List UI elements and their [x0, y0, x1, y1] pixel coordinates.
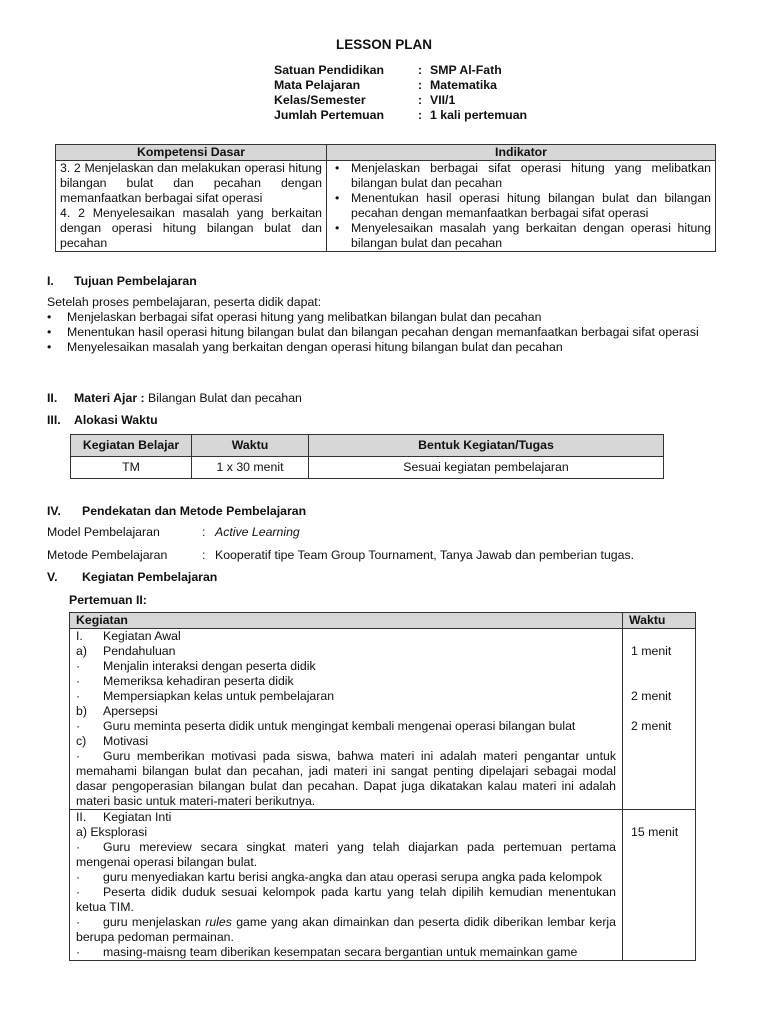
- model-label: Model Pembelajaran: [47, 525, 160, 539]
- identity-colon: :: [418, 108, 423, 122]
- identity-key: Satuan Pendidikan: [274, 63, 385, 77]
- kd-item: 3. 2 Menjelaskan dan melakukan operasi hitung bilangan bulat dan pecahan dengan memanfaatkan berbagai sifat operasi: [60, 161, 322, 205]
- section-title: Materi Ajar :: [74, 391, 145, 405]
- table-row: [70, 810, 696, 961]
- identity-colon: :: [418, 93, 423, 107]
- kegiatan-inti-time: [623, 810, 696, 961]
- model-value: Active Learning: [215, 525, 300, 539]
- indikator-cell: [327, 161, 716, 252]
- kd-header: Kompetensi Dasar: [56, 145, 327, 161]
- list-item: Guru meminta peserta didik untuk mengingat kembali mengenai operasi bilangan bulat: [103, 719, 576, 733]
- table-header: Waktu: [623, 613, 696, 629]
- identity-row: [274, 108, 527, 123]
- materi-ajar-value: Bilangan Bulat dan pecahan: [148, 391, 302, 405]
- table-cell: 1 x 30 menit: [192, 457, 309, 479]
- rules-word: rules: [205, 915, 232, 929]
- section-number: I.: [47, 274, 54, 288]
- identity-block: [274, 63, 527, 123]
- indikator-header: Indikator: [327, 145, 716, 161]
- table-header: Kegiatan Belajar: [71, 435, 192, 457]
- kegiatan-inti-cell: II. Kegiatan Inti a) Eksplorasi · Guru mereview secara singkat materi yang telah diajarkan pada pertemuan pertama mengenai operasi bilangan bulat. · guru menyediakan kartu berisi angka-angka dan atau operasi serupa angka pada kelompok · Peserta didik duduk sesuai kelompok pada kartu yang telah dipilih kemudian menentukan ketua TIM. · guru menjelaskan rules game yang akan dimainkan dan peserta didik diberikan lembar kerja berupa pedoman permainan. · masing-maisng team diberikan kesempatan secara bergantian untuk memainkan game: [70, 810, 623, 961]
- section-title: Kegiatan Pembelajaran: [82, 570, 218, 584]
- document-title: LESSON PLAN: [335, 37, 432, 52]
- table-cell: TM: [71, 457, 192, 479]
- indikator-item: • Menyelesaikan masalah yang berkaitan dengan operasi hitung bilangan bulat dan pecahan: [331, 221, 711, 251]
- subsection-title: Apersepsi: [103, 704, 158, 718]
- list-item: Peserta didik duduk sesuai kelompok pada kartu yang telah dipilih kemudian menentukan ketua TIM.: [76, 885, 616, 914]
- tujuan-item: • Menentukan hasil operasi hitung bilangan bulat dan bilangan pecahan dengan memanfaatkan berbagai sifat operasi: [47, 325, 720, 340]
- list-item: Guru mereview secara singkat materi yang telah diajarkan pada pertemuan pertama mengenai operasi bilangan bulat.: [76, 840, 616, 869]
- section-number: III.: [47, 413, 61, 427]
- identity-row: [274, 78, 527, 93]
- section-title: Alokasi Waktu: [74, 413, 158, 427]
- list-item: Guru memberikan motivasi pada siswa, bahwa materi ini adalah materi pengantar untuk memahami bilangan bulat dan pecahan, jadi materi ini sangat penting dipelajari sebagai modal dasar pengoperasian bilangan bulat dan pecahan. Dapat juga dikatakan kalau materi ini adalah materi basic untuk materi-materi berikutnya.: [76, 749, 616, 808]
- section-heading: [47, 274, 197, 288]
- identity-value: SMP Al-Fath: [430, 63, 502, 77]
- kompetensi-table: [55, 144, 716, 252]
- identity-value: VII/1: [430, 93, 456, 107]
- item-number: I.: [76, 629, 83, 643]
- list-item: masing-maisng team diberikan kesempatan secara bergantian untuk memainkan game: [103, 945, 578, 959]
- section-heading: [47, 570, 217, 584]
- tujuan-list: [47, 310, 720, 355]
- tujuan-item: • Menyelesaikan masalah yang berkaitan dengan operasi hitung bilangan bulat dan pecahan: [47, 340, 720, 355]
- metode-row: [47, 548, 634, 562]
- list-item: Menjalin interaksi dengan peserta didik: [103, 659, 316, 673]
- list-item: Mempersiapkan kelas untuk pembelajaran: [103, 689, 335, 703]
- list-item: guru menyediakan kartu berisi angka-angka dan atau operasi serupa angka pada kelompok: [103, 870, 603, 884]
- list-item: game yang akan dimainkan dan peserta didik diberikan lembar kerja berupa pedoman permainan.: [76, 915, 616, 944]
- identity-colon: :: [418, 63, 423, 77]
- time-value: 2 menit: [631, 719, 672, 733]
- model-row: [47, 525, 300, 539]
- table-header: Kegiatan: [70, 613, 623, 629]
- identity-row: [274, 63, 527, 78]
- metode-label: Metode Pembelajaran: [47, 548, 168, 562]
- kd-item: 4. 2 Menyelesaikan masalah yang berkaitan dengan operasi hitung bilangan bulat dan pecahan: [60, 206, 322, 250]
- subsection-title: a) Eksplorasi: [76, 825, 148, 839]
- item-label: c): [76, 734, 87, 748]
- list-item: Memeriksa kehadiran peserta didik: [103, 674, 294, 688]
- tujuan-item: • Menjelaskan berbagai sifat operasi hitung yang melibatkan bilangan bulat dan pecahan: [47, 310, 720, 325]
- identity-value: 1 kali pertemuan: [430, 108, 528, 122]
- identity-key: Jumlah Pertemuan: [274, 108, 385, 122]
- section-title: Pendekatan dan Metode Pembelajaran: [82, 504, 307, 518]
- alokasi-waktu-table: [70, 434, 664, 479]
- time-value: 2 menit: [631, 689, 672, 703]
- identity-colon: :: [418, 78, 423, 92]
- section-heading: [47, 413, 158, 427]
- pertemuan-label: Pertemuan II:: [69, 593, 147, 607]
- indikator-item: • Menjelaskan berbagai sifat operasi hitung yang melibatkan bilangan bulat dan pecahan: [331, 161, 711, 191]
- section-number: V.: [47, 570, 58, 584]
- metode-value: Kooperatif tipe Team Group Tournament, Tanya Jawab dan pemberian tugas.: [215, 548, 635, 562]
- colon: :: [202, 548, 206, 562]
- list-item: guru menjelaskan: [103, 915, 201, 929]
- section-number: IV.: [47, 504, 61, 518]
- subsection-title: Kegiatan Inti: [103, 810, 172, 824]
- colon: :: [202, 525, 206, 539]
- section-title: Tujuan Pembelajaran: [74, 274, 197, 288]
- table-header: Bentuk Kegiatan/Tugas: [309, 435, 664, 457]
- table-cell: Sesuai kegiatan pembelajaran: [309, 457, 664, 479]
- section-heading: [47, 504, 306, 518]
- table-header: Waktu: [192, 435, 309, 457]
- identity-key: Kelas/Semester: [274, 93, 366, 107]
- tujuan-intro: Setelah proses pembelajaran, peserta didik dapat:: [47, 295, 322, 309]
- table-row: [71, 457, 664, 479]
- time-value: 1 menit: [631, 644, 672, 658]
- subsection-title: Motivasi: [103, 734, 149, 748]
- kegiatan-awal-cell: I. Kegiatan Awal a) Pendahuluan · Menjalin interaksi dengan peserta didik · Memeriksa kehadiran peserta didik · Mempersiapkan kelas untuk pembelajaran b) Apersepsi · Guru meminta peserta didik untuk mengingat kembali mengenai operasi bilangan bulat c) Motivasi · Guru memberikan motivasi pada siswa, bahwa materi ini adalah materi pengantar untuk memahami bilangan bulat dan pecahan, jadi materi ini sangat penting dipelajari sebagai modal dasar pengoperasian bilangan bulat dan pecahan. Dapat juga dikatakan kalau materi ini adalah materi basic untuk materi-materi berikutnya.: [70, 629, 623, 810]
- time-value: 15 menit: [631, 825, 679, 839]
- item-label: b): [76, 704, 87, 718]
- identity-row: [274, 93, 527, 108]
- identity-value: Matematika: [430, 78, 497, 92]
- identity-key: Mata Pelajaran: [274, 78, 361, 92]
- item-label: a): [76, 644, 87, 658]
- table-row: [70, 629, 696, 810]
- section-number: II.: [47, 391, 58, 405]
- kd-cell: [56, 161, 327, 252]
- item-number: II.: [76, 810, 87, 824]
- subsection-title: Pendahuluan: [103, 644, 176, 658]
- kegiatan-awal-time: [623, 629, 696, 810]
- materi-ajar: [47, 391, 302, 405]
- subsection-title: Kegiatan Awal: [103, 629, 181, 643]
- indikator-item: • Menentukan hasil operasi hitung bilangan bulat dan bilangan pecahan dengan memanfaatkan berbagai sifat operasi: [331, 191, 711, 221]
- kegiatan-table: [69, 612, 696, 961]
